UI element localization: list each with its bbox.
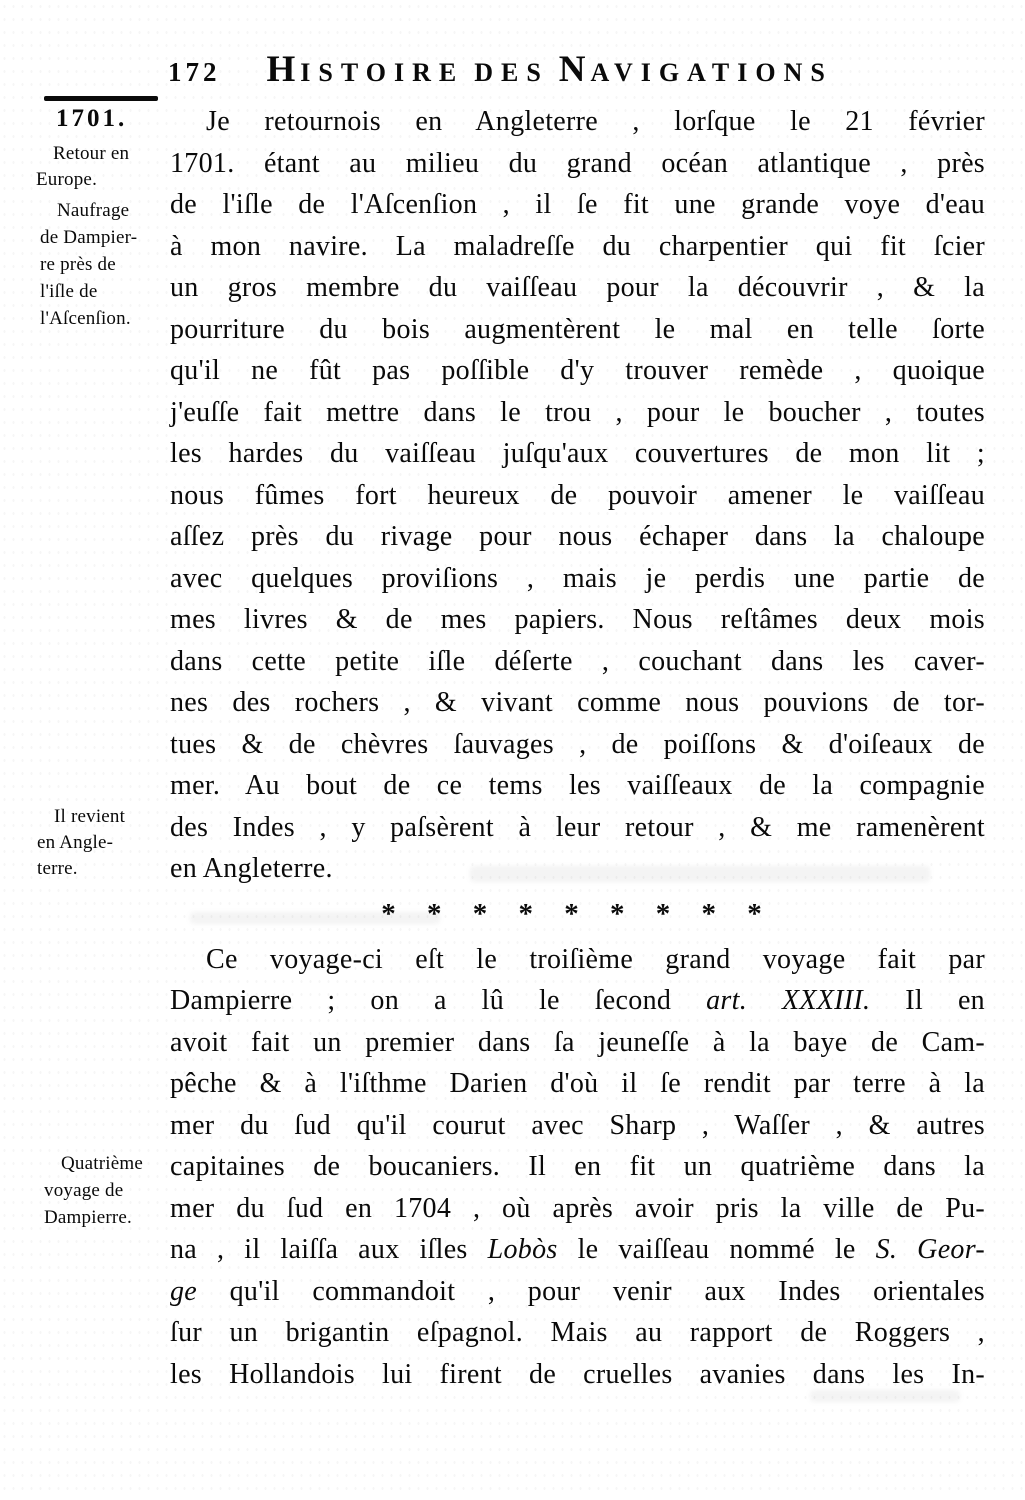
text-line: nes des rochers , & vivant comme nous pouvions de tor- bbox=[170, 687, 985, 718]
text-line: mes livres & de mes papiers. Nous reſtâmes deux mois bbox=[170, 604, 985, 635]
text-line: avoit fait un premier dans ſa jeuneſſe à la baye de Cam- bbox=[170, 1026, 985, 1058]
paragraph-2 bbox=[170, 939, 985, 1396]
margin-note-line: Retour en bbox=[53, 143, 130, 164]
text-line: dans cette petite iſle déſerte , couchant dans les caver- bbox=[170, 645, 985, 677]
main-text-column bbox=[170, 101, 985, 1395]
text-line: des Indes , y paſsèrent à leur retour , & me ramenèrent bbox=[170, 811, 985, 843]
running-title bbox=[267, 48, 833, 91]
running-header bbox=[168, 48, 888, 91]
text-line bbox=[170, 1229, 985, 1271]
text-line: aſſez près du rivage pour nous échaper dans la chaloupe bbox=[170, 521, 985, 552]
text-line: mer du ſud en 1704 , où après avoir pris la ville de Pu- bbox=[170, 1192, 985, 1224]
margin-note-line: re près de bbox=[40, 254, 116, 275]
running-title-word: DES bbox=[474, 58, 549, 87]
text-line: qu'il ne fût pas poſſible d'y trouver remède , quoique bbox=[170, 355, 985, 386]
margin-note-line: en Angle- bbox=[37, 832, 114, 853]
margin-note-line: l'Aſcenſion. bbox=[40, 308, 131, 329]
text-line: avec quelques proviſions , mais je perdis une partie de bbox=[170, 562, 985, 594]
text-line: pourriture du bois augmentèrent le mal en telle ſorte bbox=[170, 313, 985, 345]
margin-note-line: l'iſle de bbox=[40, 281, 98, 302]
margin-note-line: Dampierre. bbox=[44, 1207, 132, 1228]
bleed-through-smudge bbox=[810, 1390, 960, 1402]
margin-note-line: Quatrième bbox=[61, 1153, 143, 1174]
text-segment: na , il laiſſa aux iſles bbox=[170, 1234, 488, 1265]
margin-note-line: Naufrage bbox=[57, 200, 130, 221]
margin-note-line: de Dampier- bbox=[40, 227, 138, 248]
text-line: pêche & à l'iſthme Darien d'où il ſe rendit par terre à la bbox=[170, 1068, 985, 1099]
running-title-initial: N bbox=[558, 49, 591, 90]
text-line bbox=[170, 980, 985, 1022]
text-segment: le vaiſſeau nommé le bbox=[557, 1234, 876, 1265]
text-line: en Angleterre. bbox=[170, 853, 333, 884]
text-line: un gros membre du vaiſſeau pour la découvrir , & la bbox=[170, 272, 985, 303]
running-title-word: AVIGATIONS bbox=[590, 58, 833, 87]
text-line: Ce voyage-ci eſt le troiſième grand voyage fait par bbox=[206, 943, 985, 975]
text-segment-italic: art. XXXIII. bbox=[706, 985, 871, 1016]
margin-note-naufrage bbox=[40, 197, 137, 332]
bleed-through-smudge bbox=[470, 866, 930, 882]
margin-note-line: Europe. bbox=[36, 169, 98, 190]
margin-note-line: Il revient bbox=[54, 806, 126, 827]
margin-note-revient bbox=[37, 804, 125, 882]
text-line: mer du ſud qu'il courut avec Sharp , Waſſer , & autres bbox=[170, 1109, 985, 1141]
text-segment: qu'il commandoit , pour venir aux Indes orientales bbox=[197, 1275, 985, 1307]
text-line: les hardes du vaiſſeau juſqu'aux couvertures de mon lit ; bbox=[170, 438, 985, 469]
page-number: 172 bbox=[168, 57, 221, 87]
text-line: j'euſſe fait mettre dans le trou , pour le boucher , toutes bbox=[170, 396, 985, 428]
text-segment: Dampierre ; on a lû le ſecond bbox=[170, 985, 707, 1016]
text-segment-italic: S. Geor- bbox=[875, 1234, 985, 1265]
margin-year-note: 1701. bbox=[56, 105, 128, 132]
text-line: Je retournois en Angleterre , lorſque le 21 février bbox=[206, 106, 985, 137]
text-segment-italic: Lobòs bbox=[487, 1234, 558, 1265]
running-title-word: ISTOIRE bbox=[300, 58, 465, 87]
text-segment: Il en bbox=[870, 985, 985, 1016]
running-title-initial: H bbox=[266, 49, 301, 90]
bleed-through-smudge bbox=[190, 912, 440, 924]
margin-rule bbox=[44, 96, 158, 101]
text-line: tues & de chèvres ſauvages , de poiſſons & d'oiſeaux de bbox=[170, 728, 985, 760]
text-segment-italic: ge bbox=[170, 1275, 198, 1307]
margin-note-line: terre. bbox=[37, 858, 78, 879]
text-line: de l'iſle de l'Aſcenſion , il ſe fit une grande voye d'eau bbox=[170, 189, 985, 220]
text-line: capitaines de boucaniers. Il en fit un quatrième dans la bbox=[170, 1151, 985, 1182]
paragraph-1 bbox=[170, 101, 985, 890]
margin-note-line: voyage de bbox=[44, 1180, 124, 1201]
margin-note-retour bbox=[36, 141, 129, 193]
text-line: mer. Au bout de ce tems les vaiſſeaux de la compagnie bbox=[170, 770, 985, 801]
text-line: les Hollandois lui firent de cruelles avanies dans les In- bbox=[170, 1358, 985, 1390]
text-line bbox=[170, 1271, 985, 1313]
text-line: 1701. étant au milieu du grand océan atlantique , près bbox=[170, 147, 985, 179]
text-line: nous fûmes fort heureux de pouvoir amener le vaiſſeau bbox=[170, 479, 985, 511]
text-line: à mon navire. La maladreſſe du charpentier qui fit ſcier bbox=[170, 230, 985, 262]
margin-note-quatrieme bbox=[44, 1150, 143, 1231]
text-line: ſur un brigantin eſpagnol. Mais au rapport de Roggers , bbox=[170, 1317, 985, 1348]
asterisk-separator: * * * * * * * * * bbox=[381, 897, 774, 930]
